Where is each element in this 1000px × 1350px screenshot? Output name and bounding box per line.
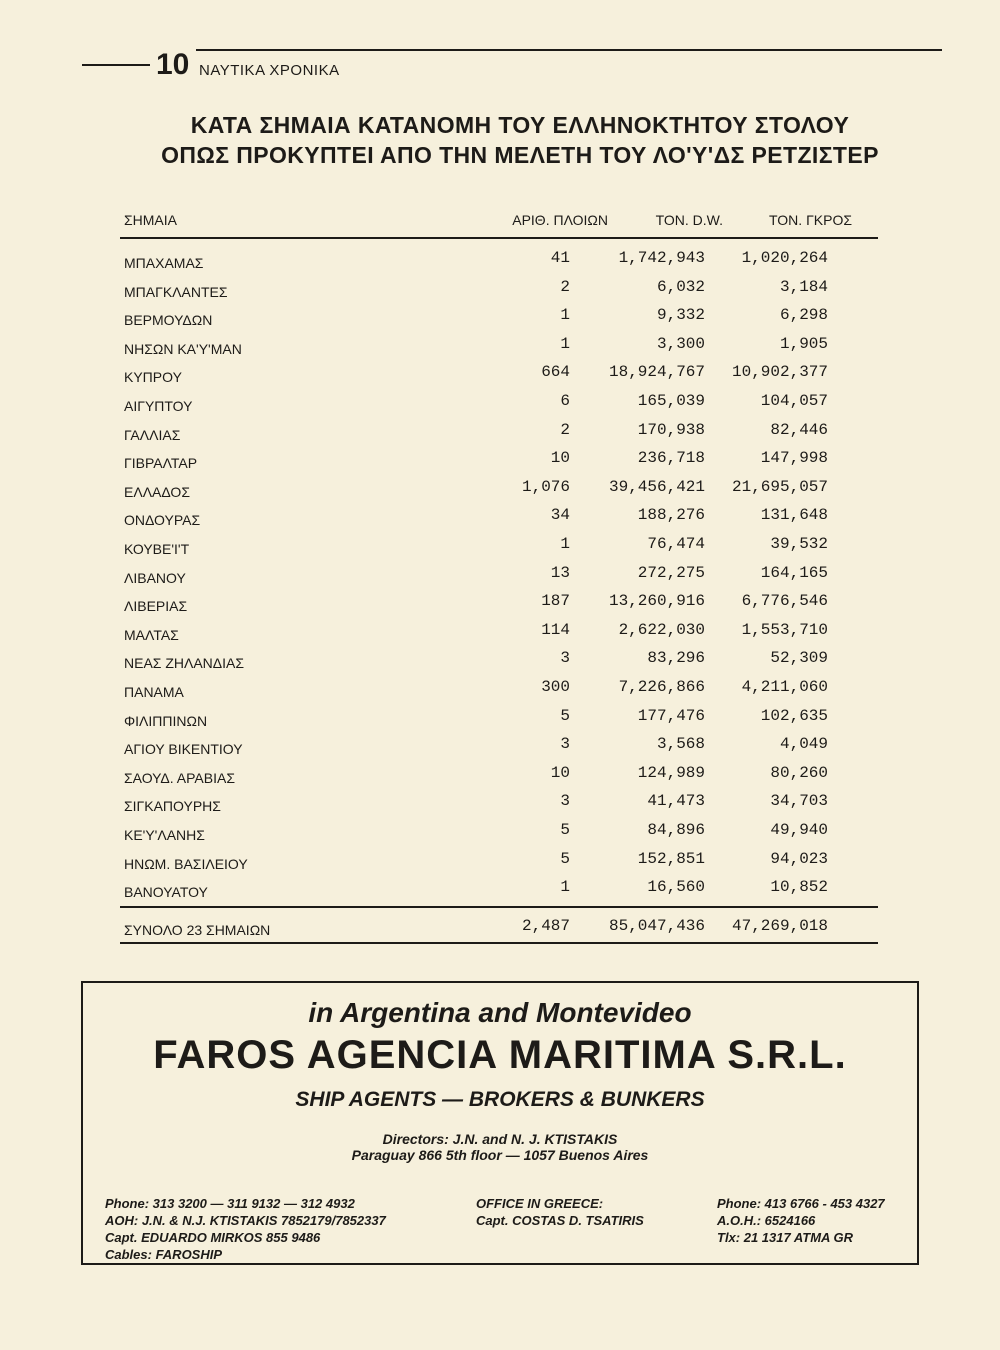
flag-cell: ΑΙΓΥΠΤΟΥ (124, 398, 193, 414)
flag-cell: ΝΕΑΣ ΖΗΛΑΝΔΙΑΣ (124, 655, 245, 672)
dw-cell: 39,456,421 (608, 477, 705, 496)
ad-contact-line: Capt. COSTAS D. TSATIRIS (476, 1213, 644, 1228)
grt-cell: 34,703 (770, 792, 828, 811)
page-number: 10 (156, 48, 190, 81)
dw-cell: 188,276 (637, 506, 705, 525)
total-label: ΣΥΝΟΛΟ 23 ΣΗΜΑΙΩΝ (124, 922, 271, 938)
ad-contacts-argentina (105, 1195, 386, 1263)
ships-cell: 1 (560, 306, 570, 325)
grt-cell: 104,057 (760, 392, 828, 410)
grt-cell: 10,902,377 (731, 363, 828, 382)
table-row (0, 591, 1000, 619)
flag-cell: ΒΕΡΜΟΥΔΩΝ (124, 312, 213, 329)
table-row (0, 448, 1000, 476)
grt-cell: 4,049 (779, 735, 828, 754)
ad-services: SHIP AGENTS — BROKERS & BUNKERS (295, 1088, 705, 1111)
table-total-row (0, 916, 1000, 944)
table-total-rule-bottom (120, 942, 878, 944)
ad-contact-line: Tlx: 21 1317 ATMA GR (717, 1230, 854, 1245)
dw-cell: 7,226,866 (618, 678, 705, 696)
dw-cell: 177,476 (637, 706, 705, 725)
flag-cell: ΜΑΛΤΑΣ (124, 626, 179, 643)
table-row (0, 420, 1000, 448)
table-row (0, 877, 1000, 905)
dw-cell: 272,275 (637, 563, 705, 582)
table-row (0, 849, 1000, 877)
ad-directors: Directors: J.N. and N. J. KTISTAKIS (382, 1131, 618, 1147)
grt-cell: 94,023 (770, 849, 828, 868)
dw-cell: 76,474 (647, 535, 705, 553)
grt-cell: 131,648 (760, 506, 828, 525)
grt-cell: 6,298 (779, 306, 828, 325)
grt-cell: 102,635 (760, 706, 828, 725)
flag-cell: ΒΑΝΟΥΑΤΟΥ (124, 884, 208, 901)
ships-cell: 10 (550, 763, 570, 782)
ad-contact-line: Phone: 413 6766 - 453 4327 (717, 1196, 885, 1211)
flag-cell: ΝΗΣΩΝ ΚΑ'Υ'ΜΑΝ (124, 340, 242, 357)
ad-contact-line: Phone: 313 3200 — 311 9132 — 312 4932 (105, 1196, 355, 1211)
column-header-flag: ΣΗΜΑΙΑ (124, 212, 177, 228)
grt-cell: 1,020,264 (741, 249, 828, 267)
table-row (0, 391, 1000, 419)
dw-cell: 13,260,916 (608, 592, 705, 611)
flag-cell: ΦΙΛΙΠΠΙΝΩΝ (124, 712, 208, 729)
grt-cell: 49,940 (770, 821, 828, 839)
grt-cell: 147,998 (760, 449, 828, 468)
ships-cell: 1,076 (521, 477, 570, 496)
table-row (0, 362, 1000, 390)
total-grt: 47,269,018 (731, 917, 828, 935)
dw-cell: 236,718 (637, 449, 705, 468)
flag-cell: ΛΙΒΕΡΙΑΣ (124, 598, 188, 615)
column-header-ships: ΑΡΙΘ. ΠΛΟΙΩΝ (512, 212, 608, 228)
grt-cell: 1,905 (779, 334, 828, 353)
ad-contact-line: Capt. EDUARDO MIRKOS 855 9486 (105, 1230, 321, 1245)
column-header-grt: ΤΟΝ. ΓΚΡΟΣ (768, 212, 852, 228)
grt-cell: 1,553,710 (741, 620, 828, 639)
ships-cell: 664 (541, 363, 570, 382)
ships-cell: 2 (560, 420, 570, 439)
table-header-rule (120, 237, 878, 239)
ships-cell: 13 (550, 563, 570, 582)
ad-contact-line: AOH: J.N. & N.J. KTISTAKIS 7852179/7852337 (105, 1213, 386, 1228)
grt-cell: 4,211,060 (741, 678, 828, 696)
table-row (0, 277, 1000, 305)
grt-cell: 21,695,057 (731, 477, 828, 496)
dw-cell: 170,938 (637, 420, 705, 439)
ships-cell: 2 (560, 277, 570, 296)
ships-cell: 3 (560, 649, 570, 668)
flag-cell: ΚΥΠΡΟΥ (124, 369, 182, 386)
dw-cell: 83,296 (647, 649, 705, 668)
table-total-rule-top (120, 906, 878, 908)
grt-cell: 80,260 (770, 763, 828, 782)
flag-cell: ΛΙΒΑΝΟΥ (124, 569, 186, 586)
grt-cell: 164,165 (760, 563, 828, 582)
grt-cell: 52,309 (770, 649, 828, 668)
ships-cell: 1 (560, 535, 570, 553)
table-row (0, 534, 1000, 562)
dw-cell: 152,851 (637, 849, 705, 868)
ships-cell: 114 (541, 620, 570, 639)
header-rule-right (196, 49, 942, 51)
table-row (0, 706, 1000, 734)
advertisement-box (81, 981, 919, 1265)
grt-cell: 39,532 (770, 535, 828, 553)
ships-cell: 3 (560, 735, 570, 754)
table-row (0, 305, 1000, 333)
flag-cell: ΣΙΓΚΑΠΟΥΡΗΣ (124, 798, 221, 815)
dw-cell: 16,560 (647, 878, 705, 897)
dw-cell: 41,473 (647, 792, 705, 811)
grt-cell: 10,852 (770, 878, 828, 897)
magazine-name: ΝΑΥΤΙΚΑ ΧΡΟΝΙΚΑ (199, 62, 340, 79)
table-row (0, 620, 1000, 648)
flag-cell: ΗΝΩΜ. ΒΑΣΙΛΕΙΟΥ (124, 855, 248, 872)
flag-cell: ΑΓΙΟΥ ΒΙΚΕΝΤΙΟΥ (124, 741, 243, 758)
flag-cell: ΚΟΥΒΕ'Ι'Τ (124, 541, 190, 557)
grt-cell: 3,184 (779, 277, 828, 296)
column-header-dw: ΤΟΝ. D.W. (655, 212, 723, 228)
table-row (0, 505, 1000, 533)
grt-cell: 82,446 (770, 420, 828, 439)
ad-office-greece (476, 1195, 644, 1229)
ships-cell: 187 (541, 592, 570, 611)
flag-cell: ΜΠΑΓΚΛΑΝΤΕΣ (124, 283, 228, 300)
grt-cell: 6,776,546 (741, 592, 828, 611)
flag-cell: ΕΛΛΑΔΟΣ (124, 483, 190, 500)
ships-cell: 3 (560, 792, 570, 811)
ad-contact-line: A.O.H.: 6524166 (717, 1213, 816, 1228)
ad-location: in Argentina and Montevideo (308, 997, 692, 1028)
ships-cell: 5 (560, 849, 570, 868)
flag-cell: ΣΑΟΥΔ. ΑΡΑΒΙΑΣ (124, 769, 235, 786)
table-row (0, 563, 1000, 591)
ships-cell: 10 (550, 449, 570, 468)
flag-cell: ΠΑΝΑΜΑ (124, 684, 184, 700)
total-dw: 85,047,436 (608, 917, 705, 935)
table-row (0, 791, 1000, 819)
header-rule-left (82, 64, 150, 66)
table-row (0, 677, 1000, 705)
ships-cell: 5 (560, 821, 570, 839)
article-title-line2: ΟΠΩΣ ΠΡΟΚΥΠΤΕΙ ΑΠΟ ΤΗΝ ΜΕΛΕΤΗ ΤΟΥ ΛΟ'Υ'ΔΣ ΡΕΤΖΙΣΤΕΡ (161, 142, 879, 168)
ships-cell: 300 (541, 678, 570, 696)
table-row (0, 820, 1000, 848)
dw-cell: 3,568 (656, 735, 705, 754)
ad-contacts-greece (717, 1195, 885, 1246)
ships-cell: 41 (550, 249, 570, 267)
table-row (0, 334, 1000, 362)
dw-cell: 6,032 (656, 277, 705, 296)
ships-cell: 1 (560, 334, 570, 353)
total-ships: 2,487 (521, 917, 570, 935)
flag-cell: ΟΝΔΟΥΡΑΣ (124, 512, 201, 529)
ships-cell: 1 (560, 878, 570, 897)
table-row (0, 477, 1000, 505)
ad-contact-line: Cables: FAROSHIP (105, 1247, 223, 1262)
table-row (0, 648, 1000, 676)
ad-address: Paraguay 866 5th floor — 1057 Buenos Aires (351, 1147, 649, 1163)
ships-cell: 5 (560, 706, 570, 725)
dw-cell: 1,742,943 (618, 249, 705, 267)
dw-cell: 18,924,767 (608, 363, 705, 382)
table-row (0, 763, 1000, 791)
ships-cell: 6 (560, 392, 570, 410)
flag-cell: ΓΙΒΡΑΛΤΑΡ (124, 455, 198, 472)
dw-cell: 3,300 (656, 334, 705, 353)
ad-company-name: FAROS AGENCIA MARITIMA S.R.L. (153, 1033, 847, 1077)
ad-contact-line: OFFICE IN GREECE: (476, 1196, 604, 1211)
flag-cell: ΓΑΛΛΙΑΣ (124, 426, 181, 443)
table-row (0, 734, 1000, 762)
ships-cell: 34 (550, 506, 570, 525)
article-title-line1: ΚΑΤΑ ΣΗΜΑΙΑ ΚΑΤΑΝΟΜΗ ΤΟΥ ΕΛΛΗΝΟΚΤΗΤΟΥ ΣΤΟΛΟΥ (190, 112, 850, 138)
flag-cell: ΚΕ'Υ'ΛΑΝΗΣ (124, 827, 205, 843)
dw-cell: 84,896 (647, 821, 705, 839)
dw-cell: 2,622,030 (618, 620, 705, 639)
table-row (0, 248, 1000, 276)
dw-cell: 165,039 (637, 392, 705, 410)
dw-cell: 124,989 (637, 763, 705, 782)
flag-cell: ΜΠΑΧΑΜΑΣ (124, 255, 204, 271)
dw-cell: 9,332 (656, 306, 705, 325)
